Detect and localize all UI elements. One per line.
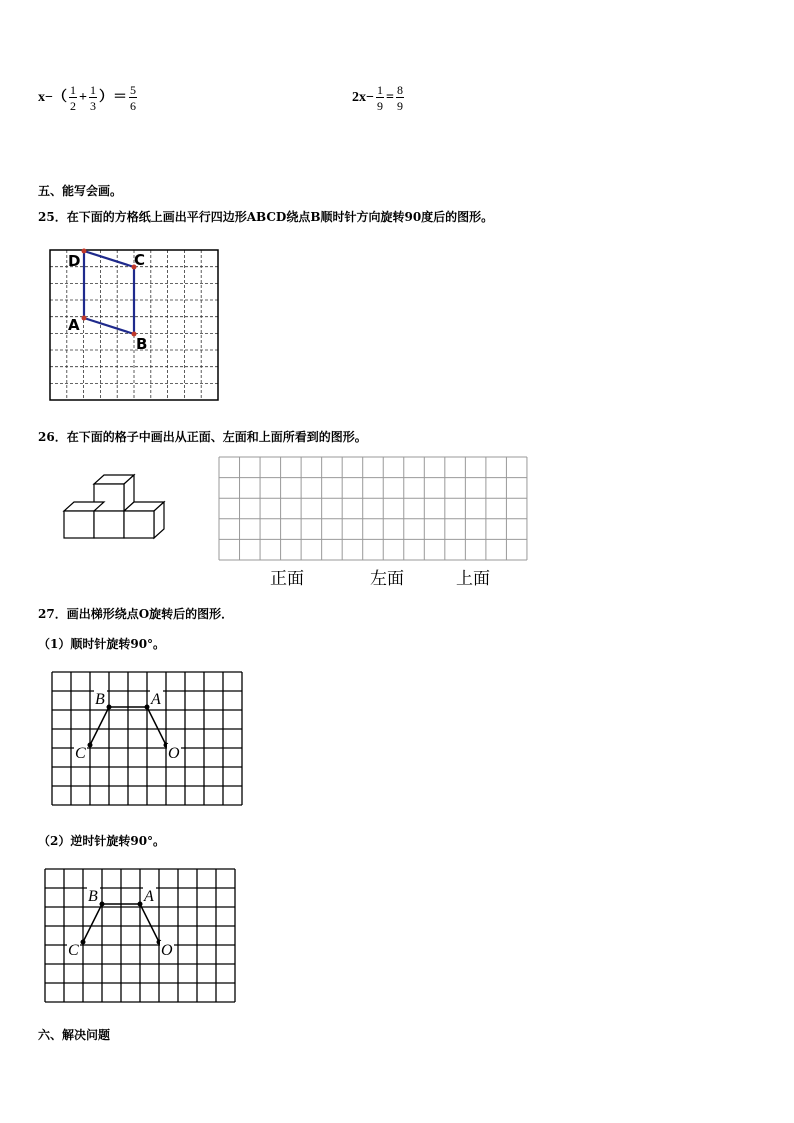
g2-label-c: C — [68, 942, 79, 959]
question-27-text: 27．画出梯形绕点O旋转后的图形． — [38, 607, 234, 621]
eq1-minus: − — [45, 90, 53, 106]
q27-grid-2 — [43, 867, 237, 1013]
g1-label-o: O — [168, 745, 180, 762]
section-5-heading: 五、能写会画。 — [38, 184, 123, 198]
eq1-left-paren: （ — [52, 90, 67, 106]
q25-grid-figure — [48, 248, 220, 403]
g2-label-a: A — [144, 888, 154, 905]
g2-point-a — [138, 902, 143, 907]
section-6-heading: 六、解决问题 — [38, 1028, 111, 1042]
g1-point-c — [88, 743, 93, 748]
label-front-view: 正面 — [270, 569, 304, 589]
parallelogram-abcd — [84, 251, 134, 334]
eq1-fraction-2: $\frac{1}{3}$ — [89, 83, 96, 113]
bottom-cube-3-front — [124, 511, 154, 538]
question-25-text: 25．在下面的方格纸上画出平行四边形ABCD绕点B顺时针方向旋转90度后的图形。 — [38, 210, 494, 224]
equation-1 — [38, 84, 139, 112]
g1-label-b: B — [95, 691, 105, 708]
eq1-result-fraction: $\frac{5}{6}$ — [129, 83, 136, 113]
question-26-text: 26．在下面的格子中画出从正面、左面和上面所看到的图形。 — [38, 430, 367, 444]
g1-label-a: A — [151, 691, 161, 708]
eq2-minus: − — [366, 90, 374, 106]
bottom-cube-1-front — [64, 511, 94, 538]
label-c: C — [134, 251, 146, 269]
question-27-part-1: （1）顺时针旋转90°。 — [38, 637, 166, 651]
label-a: A — [68, 316, 80, 334]
question-27-part-2: （2）逆时针旋转90°。 — [38, 834, 166, 848]
eq2-result-fraction: $\frac{8}{9}$ — [396, 83, 403, 113]
eq2-equals: = — [385, 90, 394, 106]
cube-stack-figure — [62, 472, 166, 544]
g1-point-b — [107, 705, 112, 710]
eq1-plus: + — [78, 90, 87, 106]
g2-label-o: O — [161, 942, 173, 959]
eq1-equals: ＝ — [112, 90, 127, 106]
point-a — [82, 316, 87, 321]
label-top-view: 上面 — [456, 569, 490, 589]
g2-label-b: B — [88, 888, 98, 905]
eq2-fraction: $\frac{1}{9}$ — [376, 83, 383, 113]
point-d — [82, 249, 87, 254]
q27-grid-1 — [50, 670, 244, 816]
equation-2 — [352, 84, 406, 112]
label-left-view: 左面 — [370, 569, 404, 589]
label-d: D — [68, 252, 81, 270]
q26-answer-grid[interactable] — [218, 456, 528, 562]
bottom-cube-2-front — [94, 511, 124, 538]
label-b: B — [136, 335, 148, 353]
eq2-term: 2x — [352, 90, 366, 106]
g2-point-b — [100, 902, 105, 907]
eq1-fraction-1: $\frac{1}{2}$ — [69, 83, 76, 113]
g1-label-c: C — [75, 745, 86, 762]
eq1-right-paren: ） — [98, 90, 113, 106]
g2-point-c — [81, 940, 86, 945]
g1-point-a — [145, 705, 150, 710]
eq1-variable: x — [38, 90, 45, 106]
